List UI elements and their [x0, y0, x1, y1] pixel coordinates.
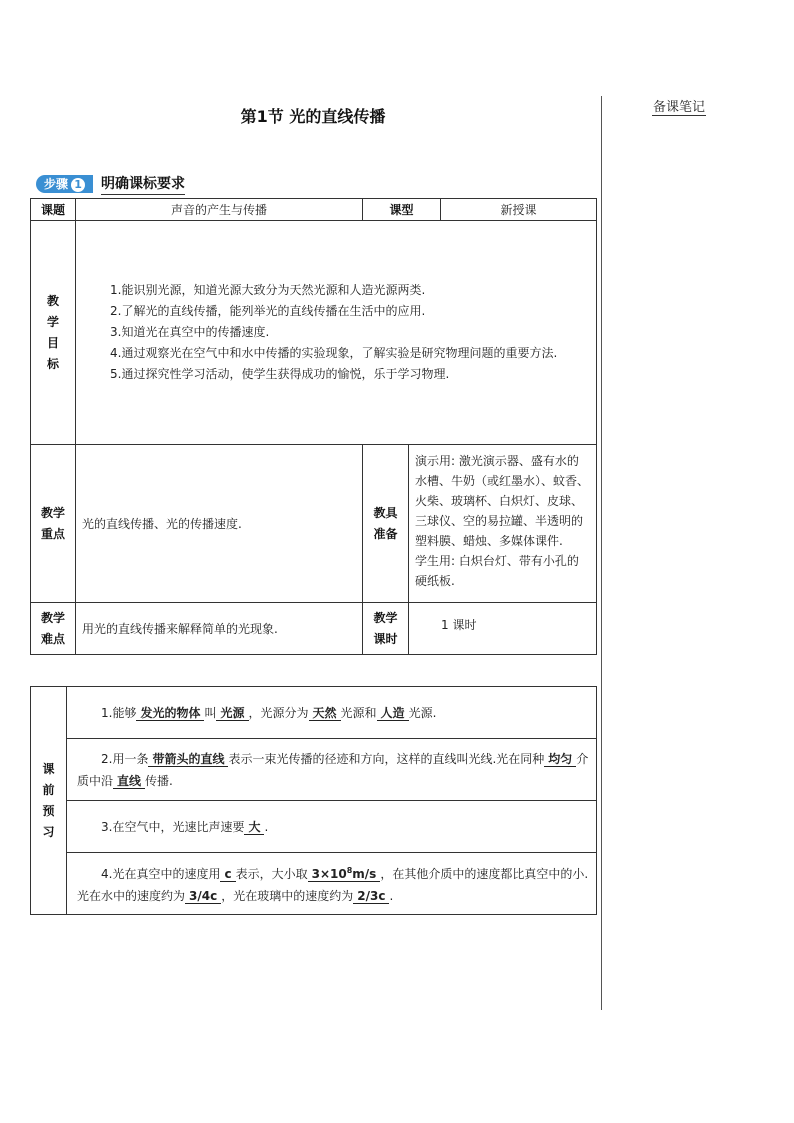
answer-blank: 3/4c [185, 889, 221, 904]
step-badge-label: 步骤 [44, 177, 69, 191]
notes-label: 备课笔记 [652, 96, 706, 116]
answer-blank: 2/3c [353, 889, 389, 904]
step-badge [36, 175, 93, 193]
preview-row [31, 801, 597, 853]
hours-label: 教学 课时 [363, 603, 409, 655]
tools-student: 学生用: 白炽台灯、带有小孔的硬纸板. [415, 554, 579, 588]
key-label: 教学 重点 [31, 445, 76, 603]
course-info-table [30, 198, 597, 655]
answer-blank: 人造 [377, 706, 409, 721]
answer-blank: 带箭头的直线 [148, 752, 228, 767]
difficulty-row [31, 603, 597, 655]
margin-divider [601, 96, 602, 1010]
tools-label: 教具 准备 [363, 445, 409, 603]
preview-row [31, 687, 597, 739]
tools-demo: 演示用: 激光演示器、盛有水的水槽、牛奶（或红墨水）、蚊香、火柴、玻璃杯、白炽灯、皮球、三球仪、空的易拉罐、半透明的塑料膜、蜡烛、多媒体课件. [415, 454, 590, 548]
goals-label: 教 学 目 标 [31, 221, 76, 445]
preview-label: 课 前 预 习 [31, 687, 67, 915]
answer-blank: 发光的物体 [136, 706, 204, 721]
goal-item: 5.通过探究性学习活动，使学生获得成功的愉悦，乐于学习物理. [110, 367, 450, 381]
goal-item: 3.知道光在真空中的传播速度. [110, 325, 270, 339]
preview-question-4: 4.光在真空中的速度用 c 表示，大小取 $3\times 10^8m/s$ ，在其他介质中的速度都比真空中的小.光在水中的速度约为 3/4c ，光在玻璃中的速度约为 2/3c . [67, 853, 597, 915]
tools-list [409, 445, 597, 603]
key-row [31, 445, 597, 603]
preview-question-2: 2.用一条 带箭头的直线 表示一束光传播的径迹和方向，这样的直线叫光线.光在同种 均匀 介质中沿 直线 传播. [67, 739, 597, 801]
type-value: 新授课 [441, 199, 597, 221]
goal-item: 2.了解光的直线传播，能列举光的直线传播在生活中的应用. [110, 304, 426, 318]
preview-table [30, 686, 597, 915]
step-number: 1 [71, 178, 85, 192]
step-header [36, 173, 185, 193]
course-label: 课题 [31, 199, 76, 221]
course-value: 声音的产生与传播 [76, 199, 363, 221]
step-title: 明确课标要求 [101, 173, 185, 195]
goal-item: 1.能识别光源，知道光源大致分为天然光源和人造光源两类. [110, 283, 426, 297]
course-row [31, 199, 597, 221]
answer-blank: 直线 [113, 774, 145, 789]
goals-row [31, 221, 597, 445]
page-title: 第1节 光的直线传播 [240, 107, 386, 126]
difficulty-label: 教学 难点 [31, 603, 76, 655]
answer-blank: 均匀 [544, 752, 576, 767]
answer-blank: $3\times 10^8m/s$ [308, 867, 381, 882]
answer-blank: c [220, 867, 235, 882]
answer-blank: 天然 [309, 706, 341, 721]
preview-question-3: 3.在空气中，光速比声速要 大 . [67, 801, 597, 853]
preview-row [31, 853, 597, 915]
type-label: 课型 [363, 199, 441, 221]
goal-item: 4.通过观察光在空气中和水中传播的实验现象，了解实验是研究物理问题的重要方法. [110, 346, 558, 360]
answer-blank: 光源 [216, 706, 248, 721]
key-value: 光的直线传播、光的传播速度. [76, 445, 363, 603]
goals-list [76, 221, 597, 445]
answer-blank: 大 [244, 820, 264, 835]
difficulty-value: 用光的直线传播来解释简单的光现象. [76, 603, 363, 655]
preview-row [31, 739, 597, 801]
preview-question-1: 1.能够 发光的物体 叫 光源 ，光源分为 天然 光源和 人造 光源. [67, 687, 597, 739]
hours-value: 1 课时 [409, 603, 597, 655]
